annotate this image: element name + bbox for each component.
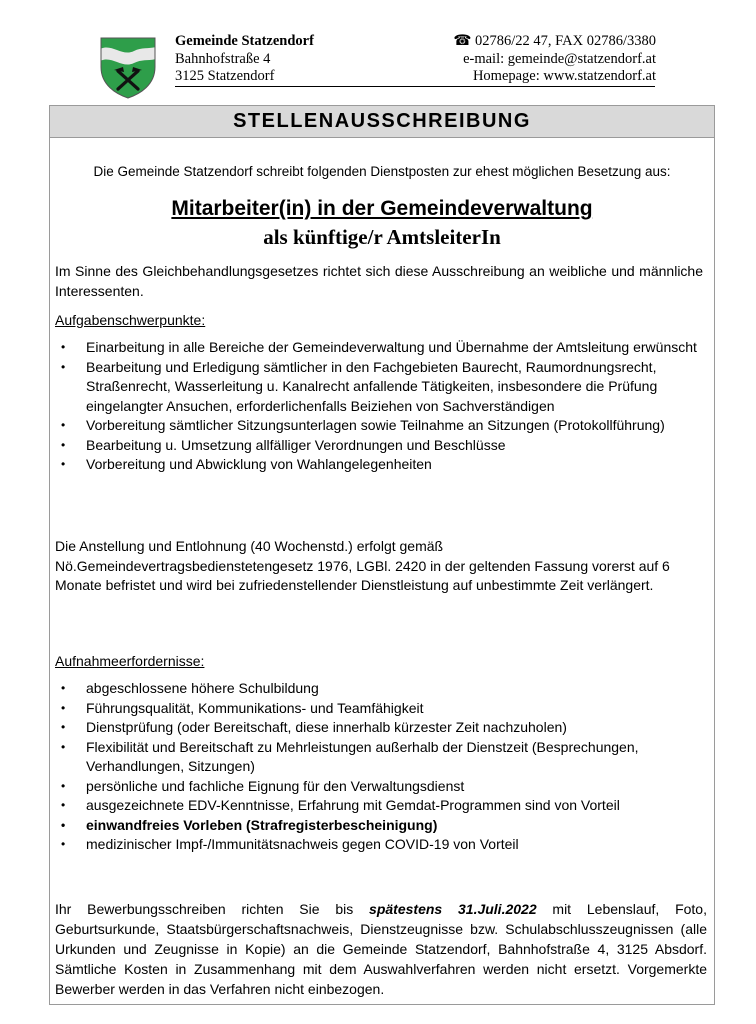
position-subtitle: als künftige/r AmtsleiterIn bbox=[263, 225, 501, 249]
list-item: • Vorbereitung und Abwicklung von Wahlangelegenheiten bbox=[55, 455, 705, 475]
list-item: • persönliche und fachliche Eignung für den Verwaltungsdienst bbox=[55, 777, 705, 797]
page-title: STELLENAUSSCHREIBUNG bbox=[233, 110, 531, 132]
application-deadline: spätestens 31.Juli.2022 bbox=[369, 901, 537, 917]
phone-fax-line bbox=[453, 33, 656, 51]
list-item: • medizinischer Impf-/Immunitätsnachweis gegen COVID-19 von Vorteil bbox=[55, 835, 705, 855]
list-item: • ausgezeichnete EDV-Kenntnisse, Erfahrung mit Gemdat-Programmen sind von Vorteil bbox=[55, 796, 705, 816]
tasks-list bbox=[55, 338, 705, 475]
phone-icon: ☎ bbox=[453, 33, 472, 49]
list-item: • Vorbereitung sämtlicher Sitzungsunterlagen sowie Teilnahme an Sitzungen (Protokollführung) bbox=[55, 416, 705, 436]
application-details: mit Lebenslauf, Foto, Geburtsurkunde, Staatsbürgerschaftsnachweis, Dienstzeugnisse bzw. Schulabschlusszeugnissen (alle Urkunden und Zeugnisse in Kopie) an die Gemeinde Statzendorf, Bahnhofstraße 4, 3125 Absdorf. Sämtliche Kosten in Zusammenhang mit dem Auswahlverfahren werden nicht ersetzt. Vorgemerkte Bewerber werden in das Verfahren nicht einbezogen. bbox=[55, 901, 707, 997]
title-bar bbox=[49, 105, 715, 138]
contact-block bbox=[453, 33, 656, 86]
coat-of-arms-logo bbox=[100, 37, 156, 99]
letterhead-divider bbox=[175, 86, 655, 87]
requirements-list bbox=[55, 679, 705, 855]
employment-terms: Die Anstellung und Entlohnung (40 Wochenstd.) erfolgt gemäß Nö.Gemeindevertragsbedienstetengesetz 1976, LGBl. 2420 in der geltenden Fassung vorerst auf 6 Monate befristet und wird bei zufriedenstellender Dienstleistung auf unbestimmte Zeit verlängert. bbox=[55, 538, 670, 593]
list-item: • Bearbeitung u. Umsetzung allfälliger Verordnungen und Beschlüsse bbox=[55, 436, 705, 456]
list-item: • Flexibilität und Bereitschaft zu Mehrleistungen außerhalb der Dienstzeit (Besprechungen, Verhandlungen, Sitzungen) bbox=[55, 738, 705, 777]
tasks-heading: Aufgabenschwerpunkte: bbox=[55, 312, 206, 328]
postal-city: 3125 Statzendorf bbox=[175, 68, 275, 84]
position-title: Mitarbeiter(in) in der Gemeindeverwaltung bbox=[171, 197, 593, 220]
list-item: • einwandfreies Vorleben (Strafregisterbescheinigung) bbox=[55, 816, 705, 836]
phone-fax: 02786/22 47, FAX 02786/3380 bbox=[475, 33, 656, 49]
application-intro: Ihr Bewerbungsschreiben richten Sie bis bbox=[55, 901, 370, 917]
list-item: • abgeschlossene höhere Schulbildung bbox=[55, 679, 705, 699]
intro-text: Die Gemeinde Statzendorf schreibt folgenden Dienstposten zur ehest möglichen Besetzung aus: bbox=[93, 164, 671, 179]
requirements-heading: Aufnahmeerfordernisse: bbox=[55, 653, 205, 669]
street-address: Bahnhofstraße 4 bbox=[175, 50, 271, 67]
municipality-name: Gemeinde Statzendorf bbox=[175, 33, 314, 49]
list-item: • Einarbeitung in alle Bereiche der Gemeindeverwaltung und Übernahme der Amtsleitung erwünscht bbox=[55, 338, 705, 358]
list-item: • Führungsqualität, Kommunikations- und Teamfähigkeit bbox=[55, 699, 705, 719]
list-item: • Dienstprüfung (oder Bereitschaft, diese innerhalb kürzester Zeit nachzuholen) bbox=[55, 718, 705, 738]
email-line: e-mail: gemeinde@statzendorf.at bbox=[463, 50, 656, 67]
equality-statement: Im Sinne des Gleichbehandlungsgesetzes richtet sich diese Ausschreibung an weibliche und männliche Interessenten. bbox=[55, 263, 703, 299]
list-item: • Bearbeitung und Erledigung sämtlicher in den Fachgebieten Baurecht, Raumordnungsrecht, Straßenrecht, Wasserleitung u. Kanalrecht anfallende Tätigkeiten, insbesondere die Prüfung eingelangter Ansuchen, erforderlichenfalls Beiziehen von Sachverständigen bbox=[55, 358, 705, 417]
application-instructions bbox=[55, 899, 707, 999]
municipality-address bbox=[175, 33, 314, 86]
homepage-line: Homepage: www.statzendorf.at bbox=[472, 68, 656, 84]
